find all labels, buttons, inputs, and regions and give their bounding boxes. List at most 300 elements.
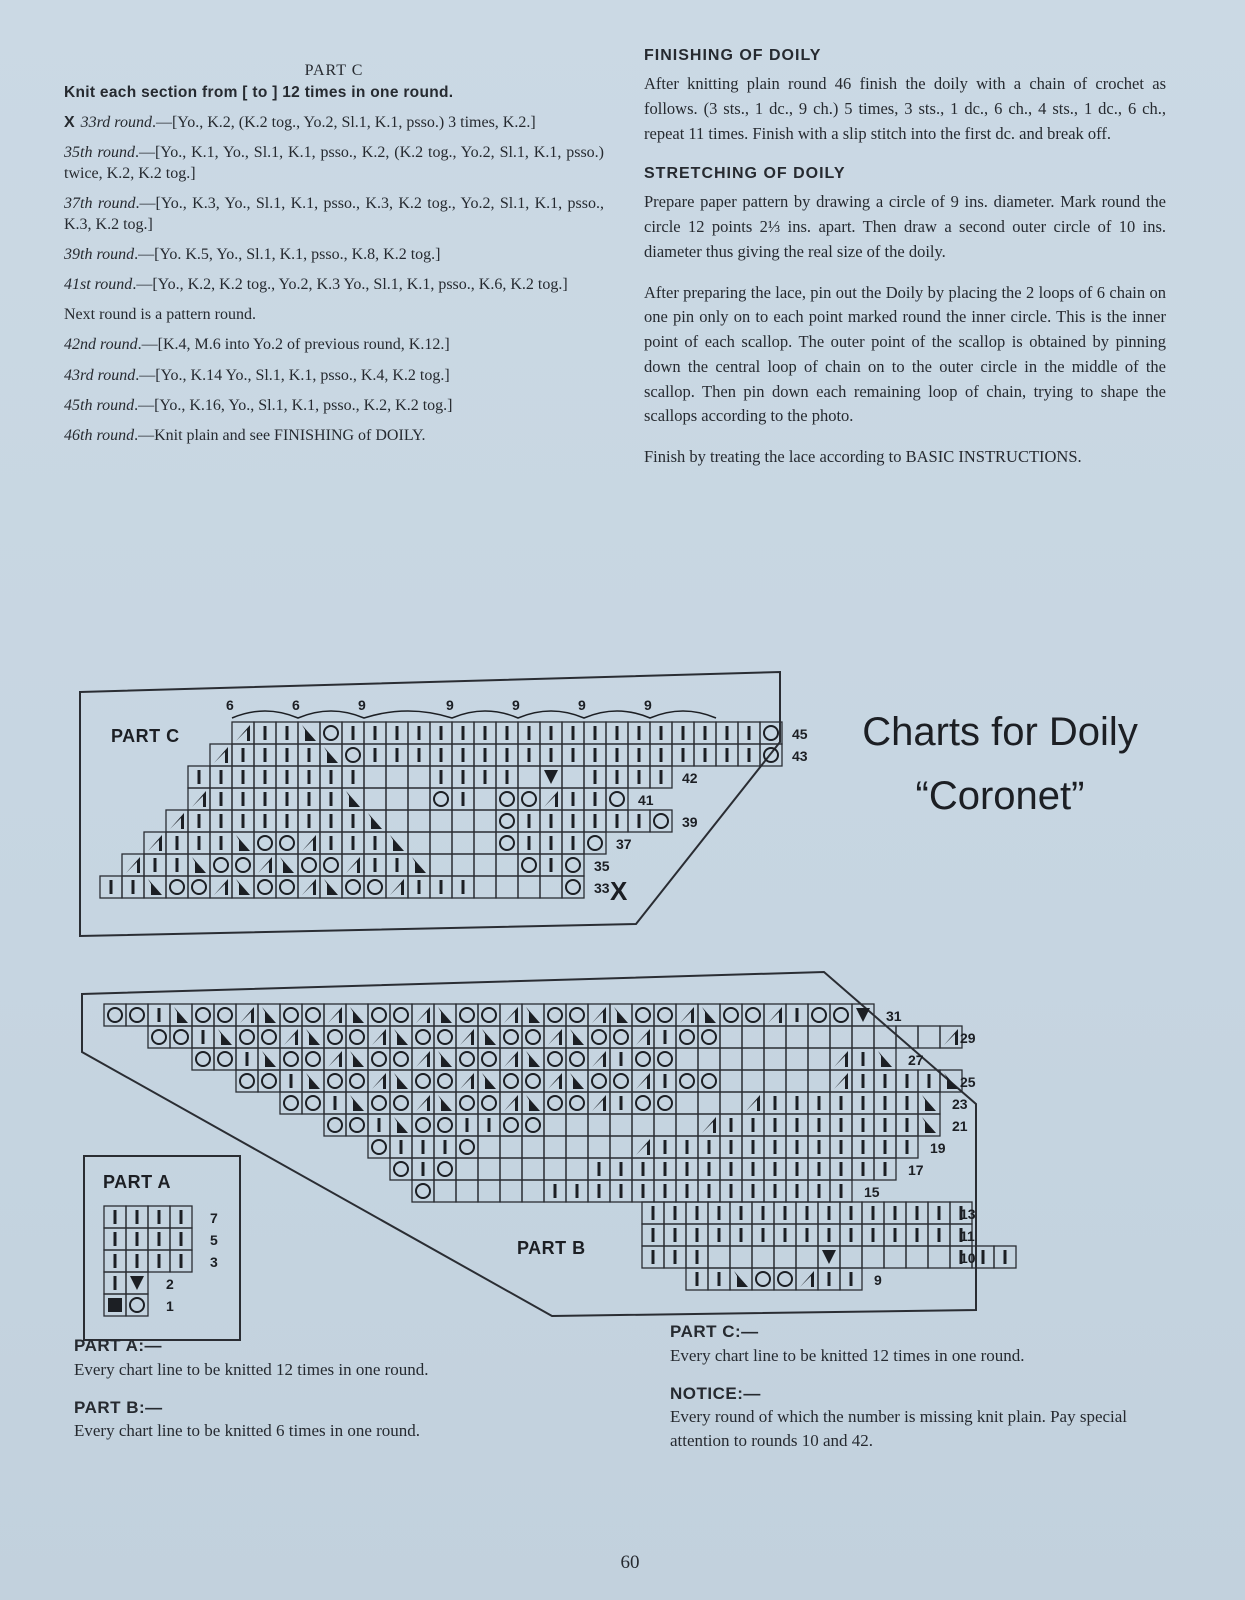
finishing-title: FINISHING OF DOILY	[644, 47, 822, 64]
chart-cell	[884, 1246, 906, 1268]
chart-cell	[544, 1136, 566, 1158]
round-text: .—[Yo., K.14 Yo., Sl.1, K.1, psso., K.4, K.2 tog.]	[135, 366, 450, 384]
k2tog-symbol	[372, 1029, 386, 1045]
yarn-over-symbol	[346, 748, 360, 762]
round-text: Next round is a pattern round.	[64, 306, 256, 324]
chart-cell	[742, 1070, 764, 1092]
notes-right	[670, 1320, 1190, 1467]
chart-cell	[478, 1180, 500, 1202]
round-text: .—Knit plain and see FINISHING of DOILY.	[134, 426, 426, 444]
chart-cell	[474, 788, 496, 810]
yarn-over-symbol	[306, 1096, 320, 1110]
yarn-over-symbol	[324, 726, 338, 740]
chart-cell	[478, 1158, 500, 1180]
yarn-over-symbol	[614, 1030, 628, 1044]
yarn-over-symbol	[394, 1096, 408, 1110]
yarn-over-symbol	[812, 1008, 826, 1022]
chart-cell	[566, 1114, 588, 1136]
chart-cell	[456, 1180, 478, 1202]
yarn-over-symbol	[702, 1074, 716, 1088]
yarn-over-symbol	[526, 1074, 540, 1088]
ssk-symbol	[306, 1073, 320, 1089]
k2tog-symbol	[768, 1007, 782, 1023]
chart-cell	[408, 766, 430, 788]
chart-cell	[764, 1070, 786, 1092]
yarn-over-symbol	[548, 1052, 562, 1066]
yarn-over-symbol	[284, 1052, 298, 1066]
chart-cell	[720, 1026, 742, 1048]
ssk-symbol	[218, 1029, 232, 1045]
yarn-over-symbol	[328, 1118, 342, 1132]
yarn-over-symbol	[438, 1030, 452, 1044]
notice-head: NOTICE:—	[670, 1383, 761, 1403]
ssk-symbol	[394, 1029, 408, 1045]
round-text: .—[K.4, M.6 into Yo.2 of previous round, K.12.]	[137, 336, 450, 354]
yarn-over-symbol	[240, 1074, 254, 1088]
row-number: 21	[952, 1118, 968, 1134]
part-b-label: PART B	[517, 1238, 586, 1258]
yarn-over-symbol	[130, 1008, 144, 1022]
k2tog-symbol	[236, 725, 250, 741]
k2tog-symbol	[548, 1073, 562, 1089]
note-part-c-head: PART C:—	[670, 1322, 759, 1341]
yarn-over-symbol	[262, 1030, 276, 1044]
yarn-over-symbol	[416, 1074, 430, 1088]
ssk-symbol	[394, 1073, 408, 1089]
ssk-symbol	[236, 879, 250, 895]
row-number: 25	[960, 1074, 976, 1090]
chart-cell	[830, 1026, 852, 1048]
row-number: 27	[908, 1052, 924, 1068]
k2tog-symbol	[680, 1007, 694, 1023]
chart-cell	[928, 1246, 950, 1268]
ssk-symbol	[350, 1051, 364, 1067]
k2tog-symbol	[504, 1051, 518, 1067]
yarn-over-symbol	[372, 1140, 386, 1154]
ssk-symbol	[350, 1007, 364, 1023]
notes-left	[74, 1334, 594, 1457]
k2tog-symbol	[214, 747, 228, 763]
ssk-symbol	[570, 1029, 584, 1045]
ssk-symbol	[482, 1073, 496, 1089]
yarn-over-symbol	[170, 880, 184, 894]
chart-cell	[474, 876, 496, 898]
yarn-over-symbol	[504, 1118, 518, 1132]
repeat-count: 9	[578, 697, 586, 713]
stretching-paragraph-3: Finish by treating the lace according to BASIC INSTRUCTIONS.	[644, 447, 1082, 466]
ssk-symbol	[922, 1117, 936, 1133]
chart-cell	[764, 1026, 786, 1048]
k2tog-symbol	[284, 1029, 298, 1045]
yarn-over-symbol	[460, 1096, 474, 1110]
ssk-symbol	[280, 857, 294, 873]
repeat-count: 9	[446, 697, 454, 713]
yarn-over-symbol	[778, 1272, 792, 1286]
chart-cell	[474, 832, 496, 854]
yarn-over-symbol	[654, 814, 668, 828]
yarn-over-symbol	[218, 1052, 232, 1066]
round-label: 39th round	[64, 246, 135, 264]
yarn-over-symbol	[566, 880, 580, 894]
yarn-over-symbol	[526, 1118, 540, 1132]
k2tog-symbol	[126, 857, 140, 873]
make-stitch-symbol	[544, 770, 558, 784]
ssk-symbol	[438, 1007, 452, 1023]
ssk-symbol	[148, 879, 162, 895]
chart-cell	[386, 810, 408, 832]
chart-cell	[456, 1158, 478, 1180]
chart-cell	[742, 1048, 764, 1070]
repeat-count: 6	[226, 697, 234, 713]
k2tog-symbol	[416, 1051, 430, 1067]
chart-cell	[364, 766, 386, 788]
yarn-over-symbol	[350, 1118, 364, 1132]
row-number: 42	[682, 770, 698, 786]
row-number: 33	[594, 880, 610, 896]
chart-cell	[874, 1026, 896, 1048]
yarn-over-symbol	[284, 1008, 298, 1022]
note-part-b-text: Every chart line to be knitted 6 times in one round.	[74, 1421, 421, 1441]
row-number: 7	[210, 1210, 218, 1226]
yarn-over-symbol	[658, 1008, 672, 1022]
row-number: 35	[594, 858, 610, 874]
ssk-symbol	[482, 1029, 496, 1045]
round-label: 41st round	[64, 276, 133, 294]
chart-cell	[522, 1158, 544, 1180]
k2tog-symbol	[328, 1051, 342, 1067]
yarn-over-symbol	[108, 1008, 122, 1022]
yarn-over-symbol	[350, 1030, 364, 1044]
k2tog-symbol	[544, 791, 558, 807]
chart-cell	[720, 1070, 742, 1092]
k2tog-symbol	[944, 1029, 958, 1045]
k2tog-symbol	[302, 879, 316, 895]
yarn-over-symbol	[130, 1298, 144, 1312]
finishing-text: After knitting plain round 46 finish the doily with a chain of crochet as follows. (3 sts., 1 dc., 9 ch.) 5 times, 3 sts., 1 dc., 6 ch., 4 sts., 1 dc., 6 ch., repeat 11 times. Finish with a slip stitch into the first dc. and break off.	[644, 74, 1166, 143]
k2tog-symbol	[346, 857, 360, 873]
chart-cell	[906, 1246, 928, 1268]
note-part-b-head: PART B:—	[74, 1397, 163, 1417]
yarn-over-symbol	[214, 858, 228, 872]
chart-cell	[786, 1070, 808, 1092]
chart-cell	[430, 832, 452, 854]
k2tog-symbol	[636, 1029, 650, 1045]
chart-cell	[474, 810, 496, 832]
yarn-over-symbol	[500, 792, 514, 806]
yarn-over-symbol	[372, 1008, 386, 1022]
yarn-over-symbol	[566, 858, 580, 872]
chart-cell	[786, 1048, 808, 1070]
chart-cell	[566, 1136, 588, 1158]
yarn-over-symbol	[614, 1074, 628, 1088]
chart-cell	[632, 1114, 654, 1136]
yarn-over-symbol	[438, 1074, 452, 1088]
yarn-over-symbol	[196, 1008, 210, 1022]
yarn-over-symbol	[460, 1052, 474, 1066]
yarn-over-symbol	[636, 1052, 650, 1066]
row-number: 41	[638, 792, 654, 808]
yarn-over-symbol	[372, 1052, 386, 1066]
yarn-over-symbol	[258, 836, 272, 850]
repeat-count: 9	[644, 697, 652, 713]
chart-cell	[862, 1246, 884, 1268]
yarn-over-symbol	[284, 1096, 298, 1110]
part-c-chart	[100, 697, 808, 906]
chart-cell	[808, 1048, 830, 1070]
yarn-over-symbol	[324, 858, 338, 872]
page-number: 60	[620, 1552, 640, 1573]
chart-cell	[720, 1092, 742, 1114]
yarn-over-symbol	[328, 1074, 342, 1088]
chart-cell	[518, 766, 540, 788]
yarn-over-symbol	[306, 1052, 320, 1066]
yarn-over-symbol	[570, 1052, 584, 1066]
chart-cell	[364, 788, 386, 810]
k2tog-symbol	[800, 1271, 814, 1287]
chart-cell	[752, 1246, 774, 1268]
yarn-over-symbol	[328, 1030, 342, 1044]
chart-cell	[408, 788, 430, 810]
row-number: 3	[210, 1254, 218, 1270]
chart-cell	[720, 1048, 742, 1070]
row-number: 39	[682, 814, 698, 830]
part-a-chart	[104, 1206, 218, 1316]
k2tog-symbol	[214, 879, 228, 895]
chart-cell	[430, 854, 452, 876]
chart-cell	[708, 1246, 730, 1268]
chart-cell	[918, 1026, 940, 1048]
chart-cell	[676, 1092, 698, 1114]
k2tog-symbol	[592, 1095, 606, 1111]
yarn-over-symbol	[262, 1074, 276, 1088]
make-stitch-symbol	[130, 1276, 144, 1290]
ssk-symbol	[412, 857, 426, 873]
chart-cell	[796, 1246, 818, 1268]
cast-on-symbol	[108, 1298, 122, 1312]
k2tog-symbol	[372, 1073, 386, 1089]
yarn-over-symbol	[702, 1030, 716, 1044]
row-number: 31	[886, 1008, 902, 1024]
row-number: 2	[166, 1276, 174, 1292]
ssk-symbol	[302, 725, 316, 741]
chart-cell	[588, 1136, 610, 1158]
chart-cell	[452, 810, 474, 832]
chart-cell	[840, 1246, 862, 1268]
yarn-over-symbol	[724, 1008, 738, 1022]
chart-cell	[408, 832, 430, 854]
ssk-symbol	[526, 1095, 540, 1111]
yarn-over-symbol	[592, 1074, 606, 1088]
chart-cell	[852, 1026, 874, 1048]
chart-cell	[786, 1026, 808, 1048]
note-part-c-text: Every chart line to be knitted 12 times in one round.	[670, 1345, 1025, 1365]
chart-cell	[434, 1180, 456, 1202]
yarn-over-symbol	[350, 1074, 364, 1088]
yarn-over-symbol	[346, 880, 360, 894]
chart-cell	[562, 766, 584, 788]
k2tog-symbol	[170, 813, 184, 829]
round-text: .—[Yo. K.5, Yo., Sl.1, K.1, psso., K.8, K.2 tog.]	[134, 246, 441, 264]
chart-cell	[676, 1114, 698, 1136]
ssk-symbol	[350, 1095, 364, 1111]
chart-cell	[522, 1180, 544, 1202]
ssk-symbol	[878, 1051, 892, 1067]
ssk-symbol	[438, 1095, 452, 1111]
yarn-over-symbol	[526, 1030, 540, 1044]
yarn-over-symbol	[368, 880, 382, 894]
yarn-over-symbol	[258, 880, 272, 894]
chart-cell	[386, 788, 408, 810]
row-number: 19	[930, 1140, 946, 1156]
part-a-label: PART A	[103, 1172, 171, 1192]
chart-cell	[500, 1136, 522, 1158]
chart-cell	[730, 1246, 752, 1268]
yarn-over-symbol	[394, 1008, 408, 1022]
k2tog-symbol	[460, 1029, 474, 1045]
yarn-over-symbol	[570, 1008, 584, 1022]
k2tog-symbol	[302, 835, 316, 851]
notice-text: Every round of which the number is missing knit plain. Pay special attention to rounds 10 and 42.	[670, 1407, 1128, 1451]
round-mark: X	[64, 113, 75, 131]
yarn-over-symbol	[548, 1096, 562, 1110]
round-text: .—[Yo., K.16, Yo., Sl.1, K.1, psso., K.2, K.2 tog.]	[134, 396, 453, 414]
row-number: 45	[792, 726, 808, 742]
yarn-over-symbol	[416, 1118, 430, 1132]
ssk-symbol	[438, 1051, 452, 1067]
chart-cell	[676, 1048, 698, 1070]
yarn-over-symbol	[680, 1074, 694, 1088]
ssk-symbol	[324, 879, 338, 895]
k2tog-symbol	[390, 879, 404, 895]
yarn-over-symbol	[302, 858, 316, 872]
k2tog-symbol	[148, 835, 162, 851]
yarn-over-symbol	[482, 1008, 496, 1022]
row-number: 15	[864, 1184, 880, 1200]
k2tog-symbol	[460, 1073, 474, 1089]
k2tog-symbol	[328, 1007, 342, 1023]
yarn-over-symbol	[548, 1008, 562, 1022]
yarn-over-symbol	[680, 1030, 694, 1044]
row-number: 17	[908, 1162, 924, 1178]
x-mark: X	[610, 876, 628, 906]
ssk-symbol	[346, 791, 360, 807]
ssk-symbol	[702, 1007, 716, 1023]
round-label: 37th round	[64, 194, 136, 212]
round-text: .—[Yo., K.1, Yo., Sl.1, K.1, psso., K.2, (K.2 tog., Yo.2, Sl.1, K.1, psso.) twice, K.2, K.2 tog.]	[64, 143, 605, 182]
yarn-over-symbol	[636, 1008, 650, 1022]
k2tog-symbol	[834, 1051, 848, 1067]
note-part-a-head: PART A:—	[74, 1336, 163, 1355]
ssk-symbol	[262, 1007, 276, 1023]
stretching-paragraph-2: After preparing the lace, pin out the Doily by placing the 2 loops of 6 chain on one pin only on to each point marked round the inner circle. This is the inner point of each scallop. The outer point of the scallop is obtained by pinning down the central loop of chain on to the outer circle in the middle of the scallop. Then pin down each remaining loop of chain, trying to shape the scallops according to the photo.	[644, 282, 1166, 426]
yarn-over-symbol	[500, 836, 514, 850]
row-number: 37	[616, 836, 632, 852]
chart-cell	[478, 1136, 500, 1158]
chart-cell	[474, 854, 496, 876]
make-stitch-symbol	[822, 1250, 836, 1264]
ssk-symbol	[614, 1007, 628, 1023]
row-number: 9	[874, 1272, 882, 1288]
yarn-over-symbol	[482, 1096, 496, 1110]
k2tog-symbol	[636, 1139, 650, 1155]
yarn-over-symbol	[522, 858, 536, 872]
chart-cell	[386, 766, 408, 788]
chart-cell	[522, 1136, 544, 1158]
k2tog-symbol	[746, 1095, 760, 1111]
ssk-symbol	[734, 1271, 748, 1287]
yarn-over-symbol	[460, 1140, 474, 1154]
yarn-over-symbol	[658, 1096, 672, 1110]
round-text: .—[Yo., K.2, K.2 tog., Yo.2, K.3 Yo., Sl.1, K.1, psso., K.6, K.2 tog.]	[132, 276, 568, 294]
ssk-symbol	[570, 1073, 584, 1089]
repeat-count: 6	[292, 697, 300, 713]
chart-cell	[610, 1136, 632, 1158]
round-label: 42nd round	[64, 336, 138, 354]
k2tog-symbol	[592, 1007, 606, 1023]
k2tog-symbol	[192, 791, 206, 807]
chart-cell	[808, 1070, 830, 1092]
chart-cell	[544, 1114, 566, 1136]
yarn-over-symbol	[416, 1184, 430, 1198]
chart-cell	[742, 1026, 764, 1048]
chart-title-line-2: “Coronet”	[915, 774, 1085, 818]
yarn-over-symbol	[218, 1008, 232, 1022]
k2tog-symbol	[240, 1007, 254, 1023]
ssk-symbol	[324, 747, 338, 763]
yarn-over-symbol	[306, 1008, 320, 1022]
chart-title-line-1: Charts for Doily	[862, 710, 1138, 754]
yarn-over-symbol	[394, 1052, 408, 1066]
round-label: 45th round	[64, 396, 135, 414]
k2tog-symbol	[636, 1073, 650, 1089]
repeat-count: 9	[512, 697, 520, 713]
yarn-over-symbol	[372, 1096, 386, 1110]
k2tog-symbol	[416, 1007, 430, 1023]
yarn-over-symbol	[592, 1030, 606, 1044]
yarn-over-symbol	[834, 1008, 848, 1022]
chart-cell	[764, 1048, 786, 1070]
k2tog-symbol	[592, 1051, 606, 1067]
chart-cell	[496, 854, 518, 876]
ssk-symbol	[526, 1007, 540, 1023]
ssk-symbol	[368, 813, 382, 829]
yarn-over-symbol	[240, 1030, 254, 1044]
yarn-over-symbol	[570, 1096, 584, 1110]
ssk-symbol	[174, 1007, 188, 1023]
yarn-over-symbol	[280, 836, 294, 850]
yarn-over-symbol	[438, 1118, 452, 1132]
chart-cell	[808, 1026, 830, 1048]
ssk-symbol	[236, 835, 250, 851]
chart-cell	[540, 876, 562, 898]
yarn-over-symbol	[280, 880, 294, 894]
k2tog-symbol	[834, 1073, 848, 1089]
chart-cell	[408, 810, 430, 832]
yarn-over-symbol	[434, 792, 448, 806]
row-number: 5	[210, 1232, 218, 1248]
chart-cell	[544, 1158, 566, 1180]
k2tog-symbol	[504, 1095, 518, 1111]
yarn-over-symbol	[522, 792, 536, 806]
chart-cell	[518, 876, 540, 898]
k2tog-symbol	[416, 1095, 430, 1111]
yarn-over-symbol	[460, 1008, 474, 1022]
part-c-title: PART C	[304, 62, 364, 79]
yarn-over-symbol	[504, 1030, 518, 1044]
chart-cell	[452, 854, 474, 876]
yarn-over-symbol	[152, 1030, 166, 1044]
yarn-over-symbol	[438, 1162, 452, 1176]
